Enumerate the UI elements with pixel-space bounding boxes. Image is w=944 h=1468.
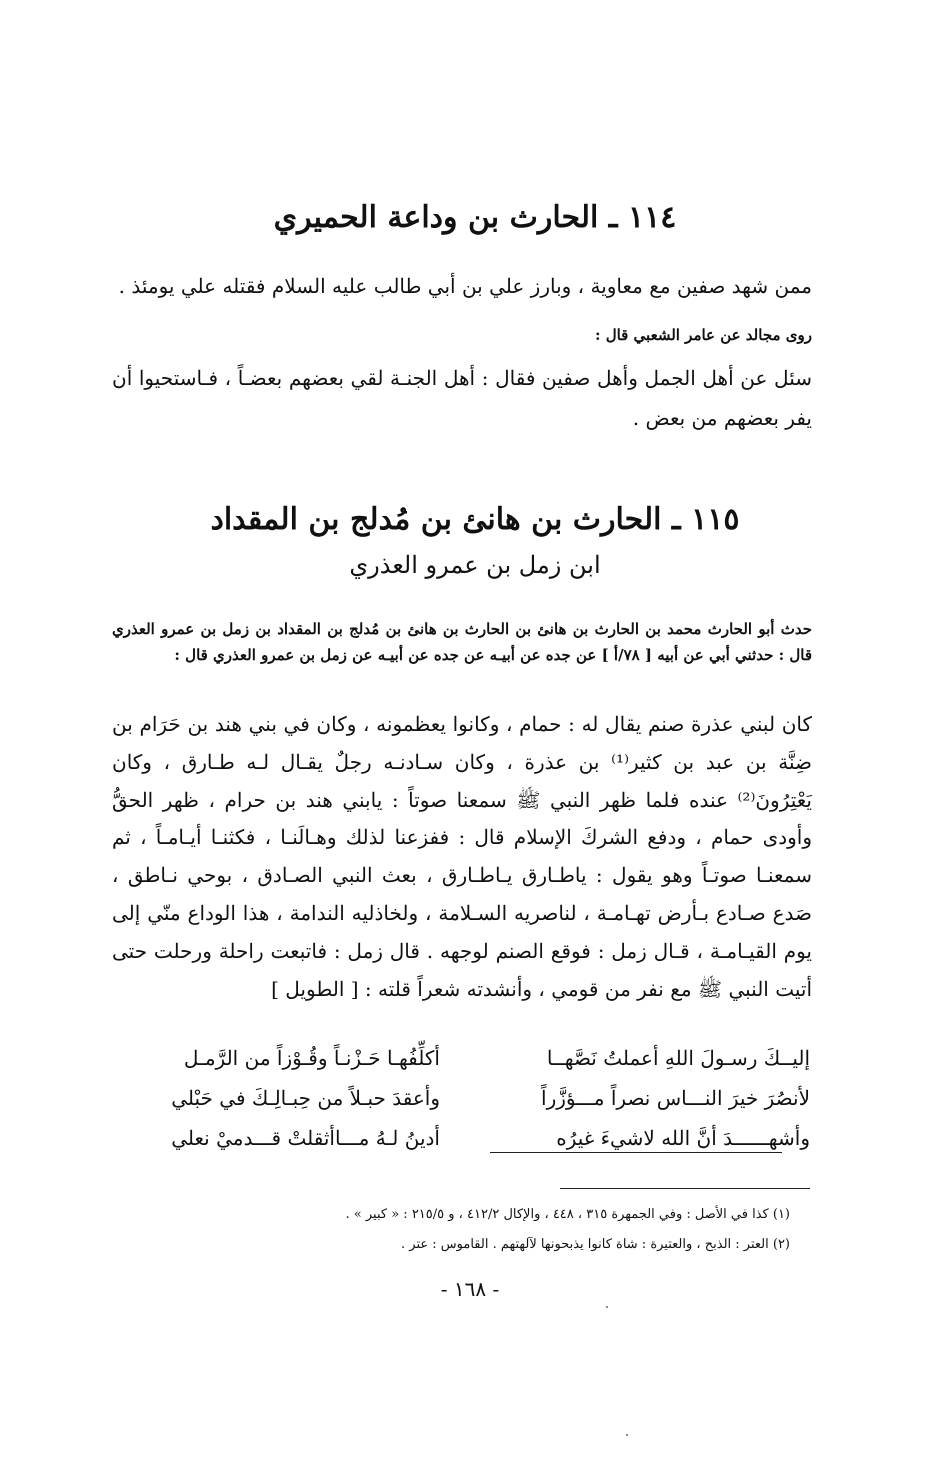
poem-end-rule [490, 1152, 782, 1153]
section-115-text: كان لبني عذرة صنم يقال له : حمام ، وكانوا يعظمونه ، وكان في بني هند بن حَرَام بن ضِنَّة بن عبد بن كثير⁽¹⁾ بن عذرة ، وكان سـادنـه رجلٌ يقـال لـه طـارق ، وكان يَعْتِرُونَ⁽²⁾ عنده فلما ظهر النبي ﷺ سمعنا صوتاً : يابني هند بن حرام ، ظهر الحقُّ وأودى حمام ، ودفع الشركَ الإسلام قال : ففزعنا لذلك وهـالَنـا ، فكثنـا أيـامـاً ، ثم سمعنـا صوتـاً وهو يقول : ياطـارق يـاطـارق ، بعث النبي الصـادق ، بوحي نـاطق ، صَدع صـادع بـأرض تهـامـة ، لناصريه السـلامة ، ولخاذليه الندامة ، هذا الوداع منّي إلى يوم القيـامـة ، قـال زمل : فوقع الصنم لوجهه . قال زمل : فاتبعت راحلة ورحلت حتى أتيت النبي ﷺ مع نفر من قومي ، وأنشدته شعراً قلته : [ الطويل ] [112, 712, 812, 1001]
poem-verse [140, 1038, 810, 1078]
scan-speck [626, 1434, 628, 1436]
section-115-isnad: حدث أبو الحارث محمد بن الحارث بن هانئ بن الحارث بن هانئ بن مُدلج بن المقداد بن زمل بن عمرو العذري قال : حدثني أبي عن أبيه [ ٧٨/أ ] عن جده عن أبيـه عن جده عن أبيـه عن زمل بن عمرو العذري قال : [112, 620, 812, 664]
poem-verse [140, 1078, 810, 1118]
poem-hemistich-second: أكلِّفُهـا حَـزْنـاً وقُـوْزاً من الرَّمـل [183, 1046, 440, 1070]
poem-hemistich-first: وأشهــــــدَ أنَّ الله لاشيءَ غيرُه [556, 1126, 810, 1150]
poem-hemistich-second: وأعقدَ حبـلاً من حِبـالِـكَ في حَبْلي [171, 1086, 440, 1110]
scan-speck [606, 1306, 608, 1308]
poem-hemistich-second: أدينُ لـهُ مـــاأثقلتْ قـــدميْ نعلي [171, 1126, 440, 1150]
section-114-heading: ١١٤ ـ الحارث بن وداعة الحميري [273, 200, 677, 235]
poem-hemistich-first: إليــكَ رسـولَ اللهِ أعملتُ نَصَّهــا [546, 1046, 810, 1070]
poem-hemistich-first: لأنصُرَ خيرَ النـــاس نصراً مـــؤزَّراً [541, 1086, 810, 1110]
section-115-subheading: ابن زمل بن عمرو العذري [349, 551, 601, 579]
section-115-heading: ١١٥ ـ الحارث بن هانئ بن مُدلج بن المقداد [210, 502, 740, 537]
section-114-text: سئل عن أهل الجمل وأهل صفين فقال : أهل الجنـة لقي بعضهم بعضـاً ، فـاستحيوا أن يفر بعضهم من بعض . [112, 366, 812, 430]
page-number: - ١٦٨ - [440, 1277, 500, 1301]
footnote-separator [560, 1188, 810, 1189]
section-114-intro: ممن شهد صفين مع معاوية ، وبارز علي بن أبي طالب عليه السلام فقتله علي يومئذ . [118, 274, 812, 298]
footnote-1: (١) كذا في الأصل : وفي الجمهرة ٣١٥ ، ٤٤٨ ، والإكال ٤١٢/٢ ، و ٢١٥/٥ : « كبير » . [345, 1207, 790, 1222]
footnote-2: (٢) العتر : الذبح ، والعتيرة : شاة كانوا يذبحونها لآلهتهم . القاموس : عتر . [401, 1237, 790, 1252]
section-114-isnad: روى مجالد عن عامر الشعبي قال : [594, 326, 812, 344]
